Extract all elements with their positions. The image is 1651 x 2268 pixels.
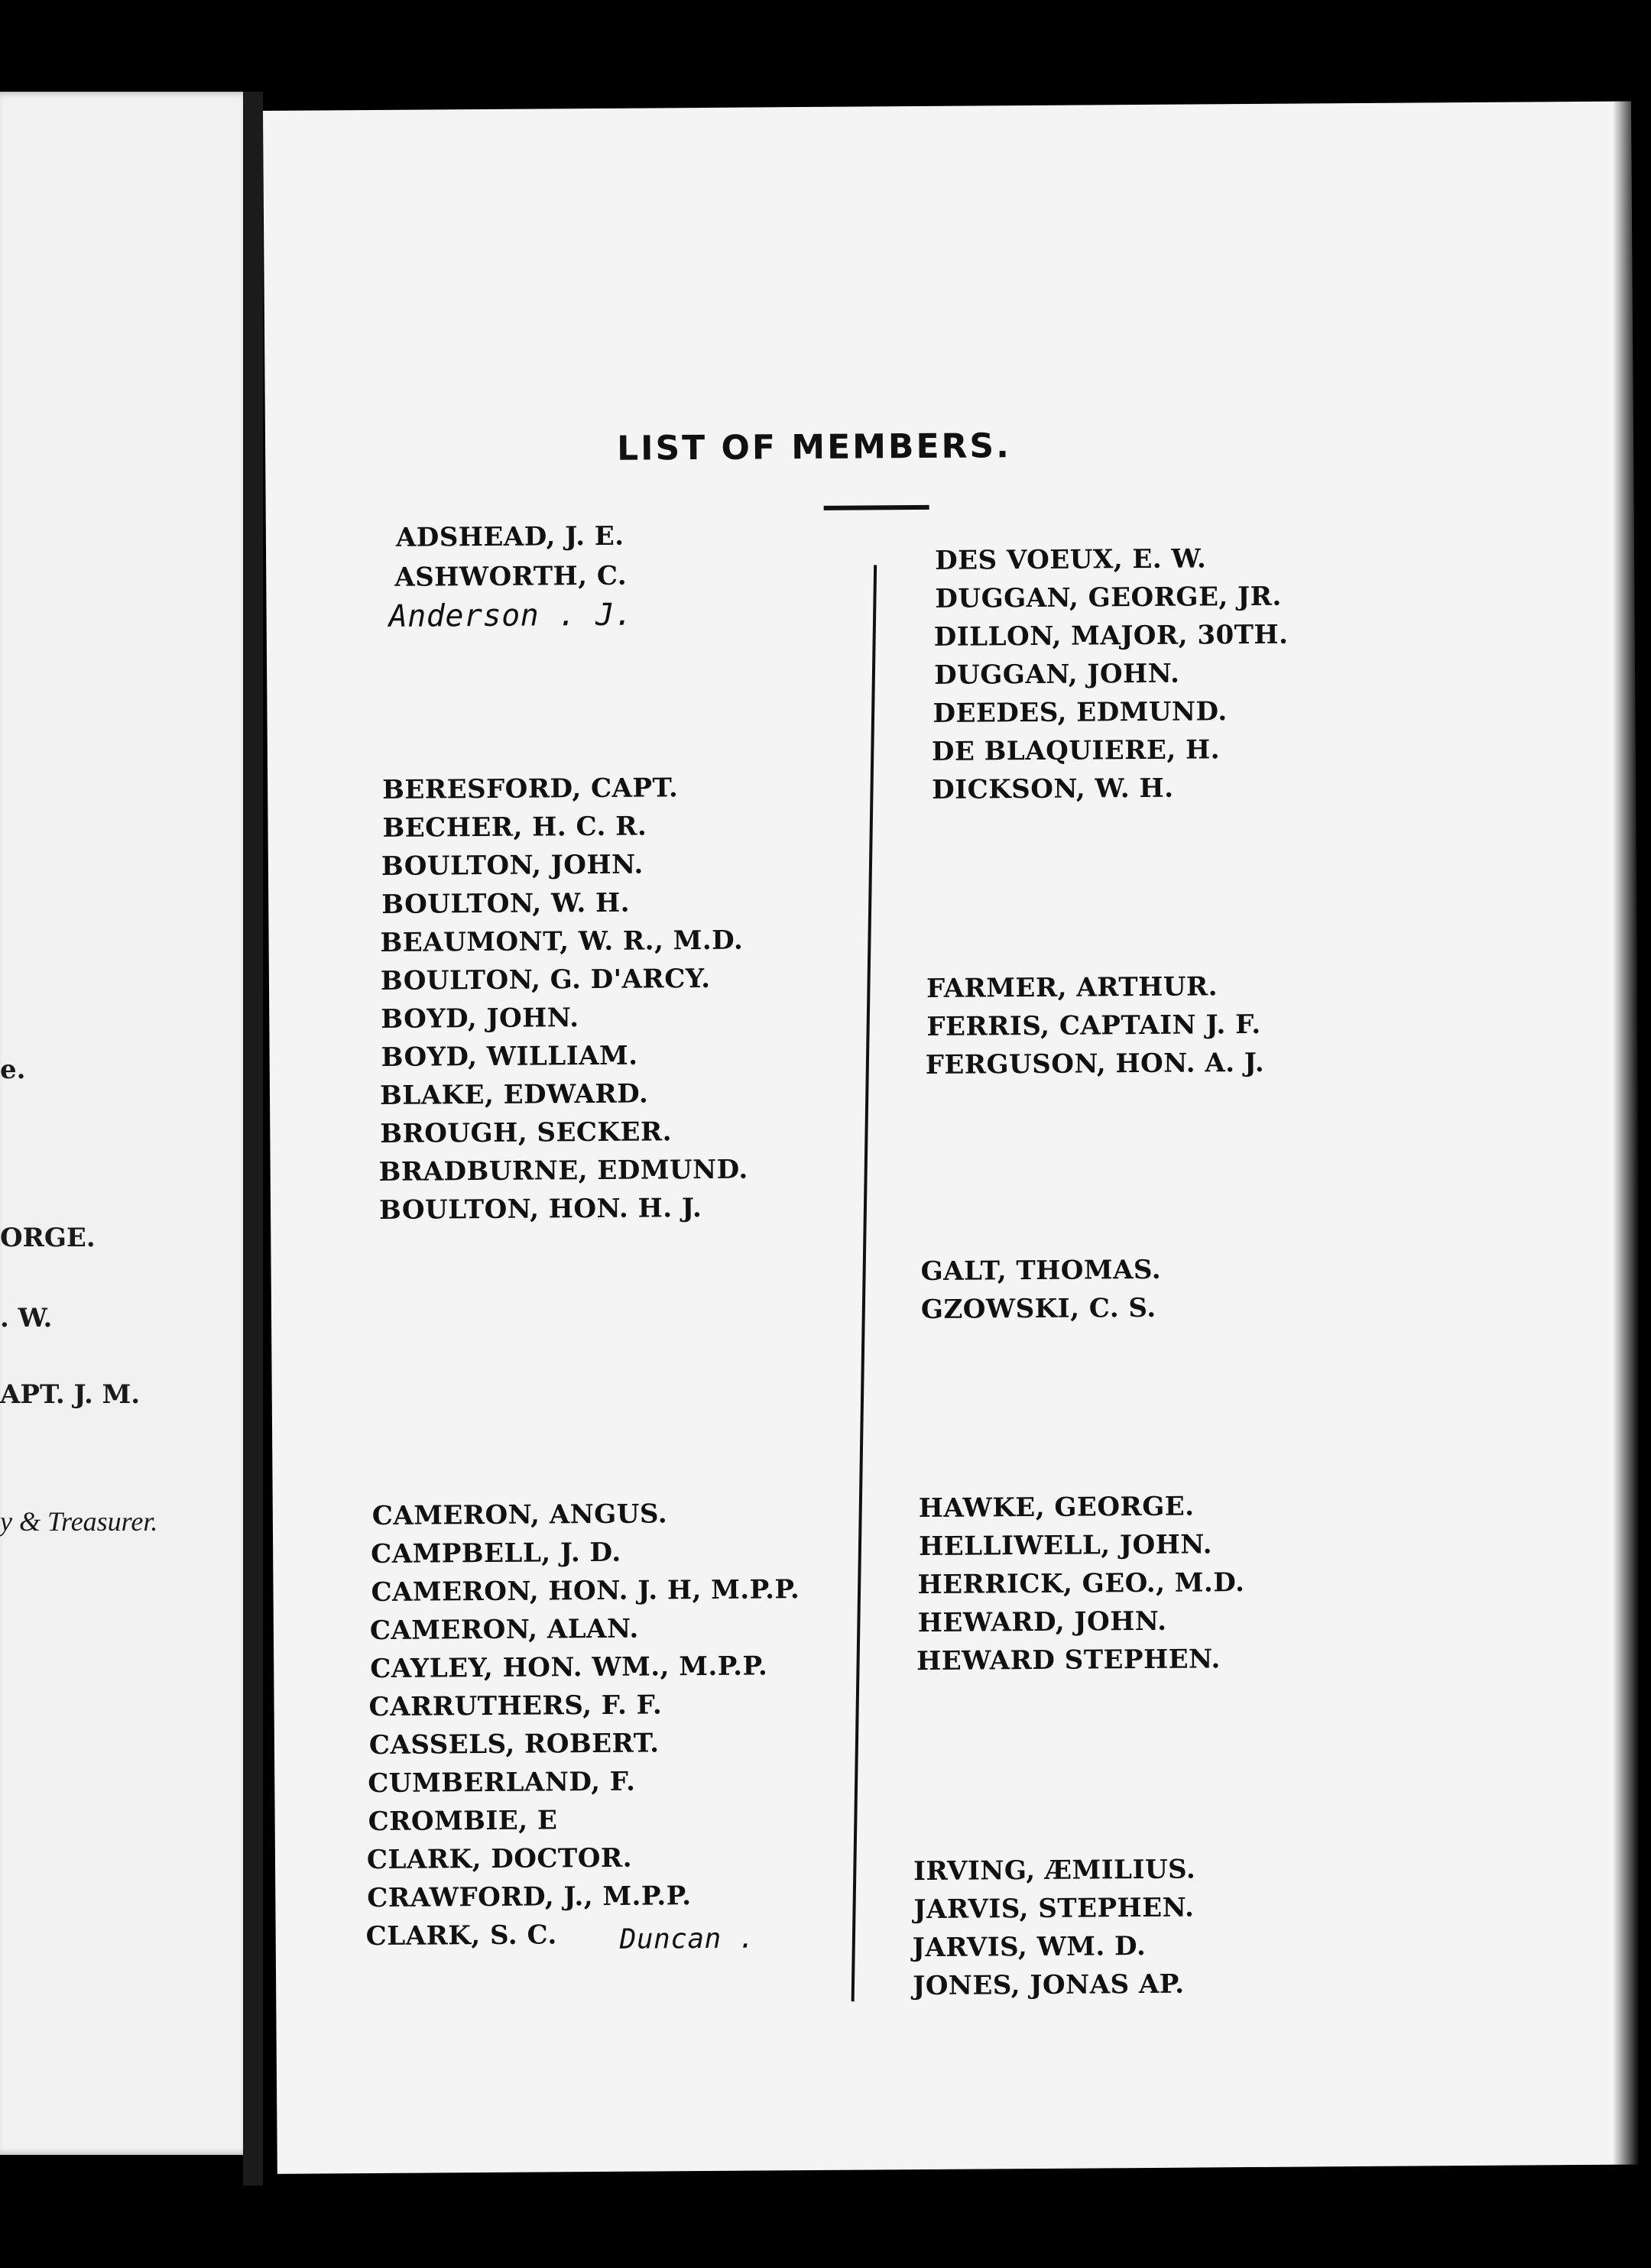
handwritten-annotation: Duncan . <box>619 1923 756 1955</box>
member-entry: CAMERON, ALAN. <box>369 1613 639 1647</box>
member-entry: ADSHEAD, J. E. <box>395 520 624 553</box>
member-entry: BOULTON, G. D'ARCY. <box>380 963 711 996</box>
member-entry: BLAKE, EDWARD. <box>379 1078 649 1111</box>
member-entry: CAYLEY, HON. WM., M.P.P. <box>370 1651 768 1685</box>
document-page <box>263 102 1646 2174</box>
left-page-fragment <box>0 92 252 2155</box>
left-page-text: y & Treasurer. <box>0 1506 158 1537</box>
left-page-text: . W. <box>0 1303 53 1333</box>
member-entry: DUGGAN, JOHN. <box>934 658 1180 691</box>
member-entry: DEEDES, EDMUND. <box>933 696 1228 729</box>
member-entry: HELLIWELL, JOHN. <box>918 1529 1213 1563</box>
left-page-text: e. <box>0 1055 26 1085</box>
member-entry: BOYD, JOHN. <box>381 1003 579 1035</box>
member-entry: GALT, THOMAS. <box>920 1254 1162 1288</box>
member-entry: ASHWORTH, C. <box>394 560 628 593</box>
member-entry: JARVIS, WM. D. <box>912 1930 1147 1964</box>
member-entry: HERRICK, GEO., M.D. <box>917 1567 1245 1601</box>
member-entry: DILLON, MAJOR, 30TH. <box>933 619 1289 653</box>
member-entry: CARRUTHERS, F. F. <box>368 1690 663 1723</box>
right-edge-shadow <box>1613 0 1651 2268</box>
member-entry: CLARK, DOCTOR. <box>366 1842 633 1876</box>
member-entry: BRADBURNE, EDMUND. <box>378 1154 748 1187</box>
member-entry: CLARK, S. C. <box>365 1920 557 1952</box>
member-entry: HAWKE, GEORGE. <box>918 1491 1195 1524</box>
member-entry: BECHER, H. C. R. <box>382 811 647 844</box>
left-page-text: ORGE. <box>0 1223 96 1253</box>
member-entry: BOULTON, JOHN. <box>381 849 644 882</box>
member-entry: DE BLAQUIERE, H. <box>931 734 1221 767</box>
handwritten-entry: Anderson . J. <box>388 597 634 634</box>
member-entry: CRAWFORD, J., M.P.P. <box>367 1881 692 1914</box>
member-entry: HEWARD, JOHN. <box>917 1605 1167 1639</box>
member-entry: GZOWSKI, C. S. <box>920 1292 1156 1326</box>
member-entry: CAMPBELL, J. D. <box>371 1537 621 1570</box>
member-entry: BOYD, WILLIAM. <box>381 1040 638 1073</box>
book-gutter <box>243 92 263 2185</box>
member-entry: DUGGAN, GEORGE, JR. <box>935 581 1282 614</box>
member-entry: JONES, JONAS AP. <box>913 1968 1185 2002</box>
member-entry: CAMERON, ANGUS. <box>371 1498 668 1532</box>
member-entry: CASSELS, ROBERT. <box>368 1728 660 1761</box>
member-entry: BEAUMONT, W. R., M.D. <box>380 925 744 958</box>
member-entry: IRVING, ÆMILIUS. <box>913 1854 1196 1887</box>
member-entry: FERRIS, CAPTAIN J. F. <box>926 1009 1261 1042</box>
member-entry: DICKSON, W. H. <box>932 773 1174 805</box>
left-page-text: APT. J. M. <box>0 1379 141 1410</box>
member-entry: FARMER, ARTHUR. <box>926 971 1218 1004</box>
member-entry: BROUGH, SECKER. <box>380 1116 673 1149</box>
member-entry: HEWARD STEPHEN. <box>916 1644 1221 1677</box>
member-entry: FERGUSON, HON. A. J. <box>925 1047 1265 1081</box>
member-entry: CAMERON, HON. J. H, M.P.P. <box>371 1574 800 1609</box>
page-title: LIST OF MEMBERS. <box>616 426 1011 468</box>
member-entry: CROMBIE, E <box>368 1805 558 1838</box>
column-divider <box>851 565 877 2001</box>
member-entry: BOULTON, HON. H. J. <box>378 1193 702 1226</box>
title-rule <box>824 505 929 510</box>
member-entry: BOULTON, W. H. <box>381 887 631 920</box>
member-entry: JARVIS, STEPHEN. <box>913 1892 1195 1926</box>
member-entry: CUMBERLAND, F. <box>368 1766 636 1800</box>
member-entry: BERESFORD, CAPT. <box>382 773 679 805</box>
member-entry: DES VOEUX, E. W. <box>934 543 1207 576</box>
